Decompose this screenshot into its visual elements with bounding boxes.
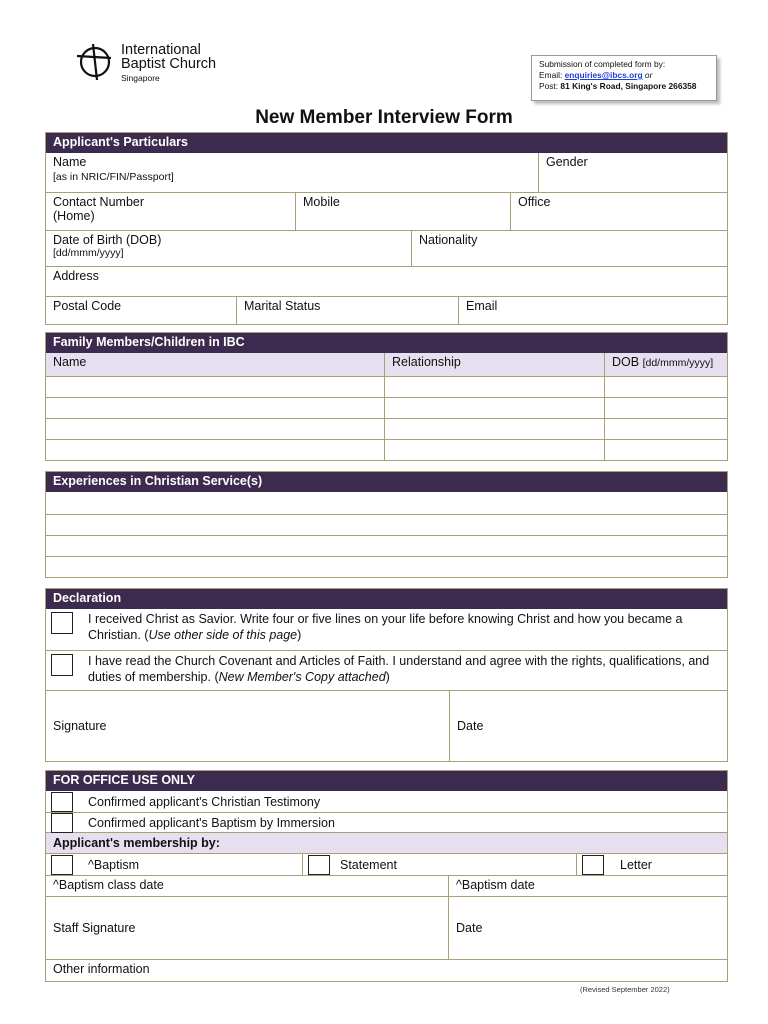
email-label: Email	[466, 299, 498, 313]
dob-cell[interactable]	[604, 419, 727, 439]
membership-letter-option[interactable]	[576, 854, 727, 875]
revision-note: (Revised September 2022)	[580, 985, 670, 994]
baptism-date-field[interactable]	[448, 876, 727, 896]
form-title: New Member Interview Form	[255, 107, 513, 128]
table-row	[46, 376, 727, 397]
relationship-cell[interactable]	[384, 377, 604, 397]
other-information-field[interactable]	[46, 960, 727, 981]
submission-email-label: Email:	[539, 70, 563, 80]
table-row	[46, 397, 727, 418]
baptism-class-date-field[interactable]	[46, 876, 448, 896]
logo-line-3: Singapore	[121, 73, 160, 83]
list-item[interactable]	[46, 535, 727, 556]
table-row	[46, 418, 727, 439]
postal-code-label: Postal Code	[53, 299, 122, 313]
other-information-label: Other information	[53, 962, 150, 976]
office-date-label: Date	[456, 921, 483, 935]
dob-cell[interactable]	[604, 398, 727, 418]
name-cell[interactable]	[46, 419, 384, 439]
dob-field[interactable]	[46, 231, 411, 266]
declaration-text-2: I have read the Church Covenant and Articles of Faith. I understand and agree with the rights, qualifications, and duties of membership. (New Member's Copy attached)	[88, 654, 710, 684]
col-dob-label: DOB	[612, 355, 640, 369]
table-row	[46, 439, 727, 460]
marital-status-label: Marital Status	[244, 299, 321, 313]
testimony-checkbox[interactable]	[51, 792, 73, 812]
membership-by-label: Applicant's membership by:	[53, 836, 220, 850]
office-date-field[interactable]	[448, 897, 727, 959]
col-name: Name	[53, 355, 87, 369]
postal-code-field[interactable]	[46, 297, 236, 324]
family-members-section	[45, 332, 728, 461]
section-header: Family Members/Children in IBC	[46, 333, 727, 353]
statement-option-label: Statement	[340, 857, 397, 872]
office-label: Office	[518, 195, 551, 209]
marital-status-field[interactable]	[236, 297, 458, 324]
dob-cell[interactable]	[604, 377, 727, 397]
name-cell[interactable]	[46, 377, 384, 397]
list-item[interactable]	[46, 514, 727, 535]
membership-by-header	[46, 832, 727, 853]
letter-option-checkbox[interactable]	[582, 855, 604, 875]
letter-option-label: Letter	[620, 857, 652, 872]
baptism-class-date-label: ^Baptism class date	[53, 878, 164, 892]
christian-service-section	[45, 471, 728, 578]
contact-sub-label: (Home)	[53, 209, 95, 223]
declaration-section	[45, 588, 728, 762]
col-dob-hint: [dd/mmm/yyyy]	[642, 357, 714, 369]
family-table-header	[46, 353, 727, 376]
declaration-checkbox-2[interactable]	[51, 654, 73, 676]
section-header: Applicant's Particulars	[46, 133, 727, 153]
col-relationship: Relationship	[384, 353, 604, 376]
mobile-field[interactable]	[295, 193, 510, 230]
membership-statement-option[interactable]	[302, 854, 576, 875]
name-hint: [as in NRIC/FIN/Passport]	[53, 171, 174, 183]
nationality-field[interactable]	[411, 231, 727, 266]
declaration-checkbox-1[interactable]	[51, 612, 73, 634]
staff-signature-label: Staff Signature	[53, 921, 136, 935]
submission-post-label: Post:	[539, 81, 559, 91]
name-cell[interactable]	[46, 398, 384, 418]
nationality-label: Nationality	[419, 233, 478, 247]
submission-info-box	[531, 55, 717, 101]
declaration-date-field[interactable]	[449, 691, 727, 761]
name-cell[interactable]	[46, 440, 384, 460]
email-field[interactable]	[458, 297, 727, 324]
submission-or: or	[644, 70, 653, 80]
col-dob	[604, 353, 727, 376]
contact-number-field[interactable]	[46, 193, 295, 230]
address-label: Address	[53, 269, 99, 283]
relationship-cell[interactable]	[384, 398, 604, 418]
name-label: Name	[53, 155, 87, 169]
dob-hint: [dd/mmm/yyyy]	[53, 247, 124, 259]
gender-field[interactable]	[538, 153, 727, 192]
contact-label: Contact Number	[53, 195, 145, 209]
list-item[interactable]	[46, 492, 727, 514]
relationship-cell[interactable]	[384, 440, 604, 460]
section-header: FOR OFFICE USE ONLY	[46, 771, 727, 791]
relationship-cell[interactable]	[384, 419, 604, 439]
address-field[interactable]	[46, 267, 727, 296]
dob-label: Date of Birth (DOB)	[53, 233, 162, 247]
logo-line-2: Baptist Church	[121, 56, 217, 72]
baptism-immersion-checkbox[interactable]	[51, 813, 73, 833]
dob-cell[interactable]	[604, 440, 727, 460]
office-use-section	[45, 770, 728, 982]
name-field[interactable]	[46, 153, 538, 192]
mobile-label: Mobile	[303, 195, 340, 209]
staff-signature-field[interactable]	[46, 897, 448, 959]
declaration-text-1: I received Christ as Savior. Write four or five lines on your life before knowing Christ and how you became a Christian. (Use other side of this page)	[88, 612, 683, 642]
submission-line: Submission of completed form by:	[539, 59, 666, 69]
logo-line-1: International	[121, 42, 201, 58]
baptism-date-label: ^Baptism date	[456, 878, 535, 892]
testimony-label: Confirmed applicant's Christian Testimony	[88, 794, 321, 809]
baptism-option-checkbox[interactable]	[51, 855, 73, 875]
signature-field[interactable]	[46, 691, 449, 761]
list-item[interactable]	[46, 556, 727, 577]
gender-label: Gender	[546, 155, 588, 169]
office-field[interactable]	[510, 193, 727, 230]
declaration-date-label: Date	[457, 719, 484, 733]
church-logo	[76, 42, 236, 86]
submission-post-address: 81 King's Road, Singapore 266358	[560, 81, 697, 91]
section-header: Experiences in Christian Service(s)	[46, 472, 727, 492]
signature-label: Signature	[53, 719, 107, 733]
submission-email-link[interactable]: enquiries@ibcs.org	[564, 70, 643, 80]
membership-baptism-option[interactable]	[46, 854, 302, 875]
baptism-immersion-label: Confirmed applicant's Baptism by Immersion	[88, 815, 335, 830]
applicant-particulars-section	[45, 132, 728, 325]
baptism-option-label: ^Baptism	[88, 857, 140, 872]
statement-option-checkbox[interactable]	[308, 855, 330, 875]
church-cross-logo-icon	[76, 42, 114, 82]
section-header: Declaration	[46, 589, 727, 609]
